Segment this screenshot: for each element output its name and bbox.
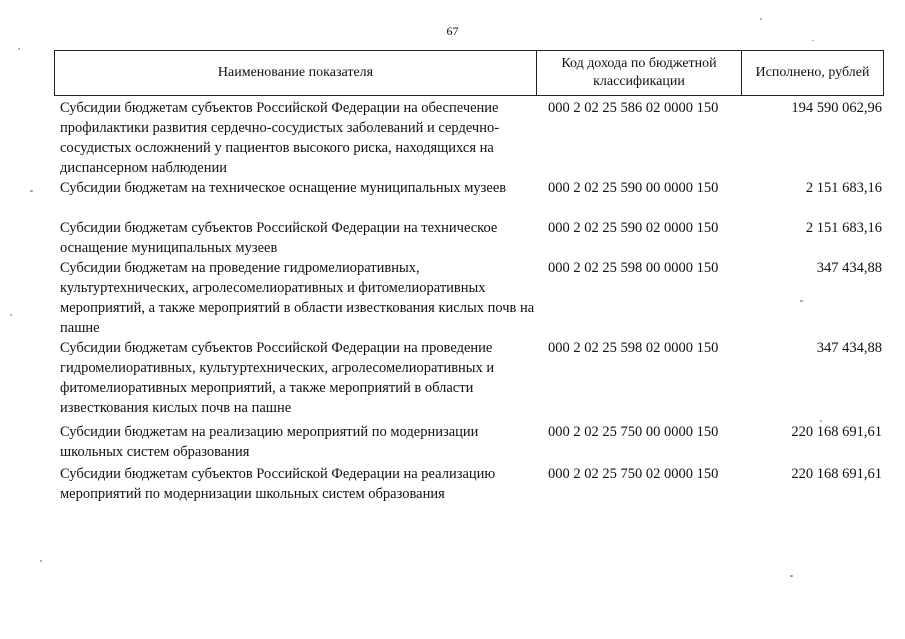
scan-noise — [760, 18, 762, 20]
row-income-code: 000 2 02 25 590 02 0000 150 — [548, 220, 719, 236]
scan-noise — [812, 40, 814, 41]
row-amount: 194 590 062,96 — [791, 100, 882, 116]
header-income-code: Код дохода по бюджетной классификации — [537, 51, 742, 95]
table-row — [60, 98, 886, 178]
row-indicator-name: Субсидии бюджетам на реализацию мероприятий по модернизации школьных систем образования — [60, 424, 479, 460]
scan-noise — [10, 314, 12, 316]
row-income-code: 000 2 02 25 598 00 0000 150 — [548, 260, 719, 276]
row-income-code: 000 2 02 25 598 02 0000 150 — [548, 340, 719, 356]
header-indicator-name: Наименование показателя — [55, 51, 537, 95]
row-income-code: 000 2 02 25 750 00 0000 150 — [548, 424, 719, 440]
row-amount: 2 151 683,16 — [805, 180, 882, 196]
row-indicator-name: Субсидии бюджетам субъектов Российской Федерации на проведение гидромелиоративных, культуртехнических, агролесомелиоративных и фитомелиоративных мероприятий, а также мероприятий в области известкования кислых почв на пашне — [60, 340, 495, 416]
scan-noise — [790, 575, 793, 577]
row-indicator-name: Субсидии бюджетам субъектов Российской Федерации на реализацию мероприятий по модернизации школьных систем образования — [60, 466, 496, 502]
row-amount: 2 151 683,16 — [805, 220, 882, 236]
table-row — [60, 422, 886, 464]
row-indicator-name: Субсидии бюджетам на проведение гидромелиоративных, культуртехнических, агролесомелиоративных и фитомелиоративных мероприятий, а также мероприятий в области известкования кислых почв на пашне — [60, 260, 535, 336]
scan-noise — [800, 300, 803, 302]
scan-noise — [30, 190, 33, 192]
row-amount: 220 168 691,61 — [791, 424, 882, 440]
header-executed-amount: Исполнено, рублей — [755, 65, 870, 80]
scan-noise — [40, 560, 42, 562]
table-row — [60, 258, 886, 338]
row-indicator-name: Субсидии бюджетам на техническое оснащение муниципальных музеев — [60, 180, 507, 196]
row-amount: 347 434,88 — [816, 340, 882, 356]
scan-noise — [820, 420, 822, 422]
row-amount: 220 168 691,61 — [791, 466, 882, 482]
row-indicator-name: Субсидии бюджетам субъектов Российской Федерации на обеспечение профилактики развития сердечно-сосудистых заболеваний и сердечно-сосудистых осложнений у пациентов высокого риска, находящихся на диспансерном наблюдении — [60, 100, 500, 176]
table-row — [60, 338, 886, 422]
row-income-code: 000 2 02 25 750 02 0000 150 — [548, 466, 719, 482]
row-income-code: 000 2 02 25 586 02 0000 150 — [548, 100, 719, 116]
table-row — [60, 218, 886, 258]
page-number: 67 — [446, 24, 459, 38]
row-amount: 347 434,88 — [816, 260, 882, 276]
row-income-code: 000 2 02 25 590 00 0000 150 — [548, 180, 719, 196]
table-header — [54, 50, 884, 96]
table-body — [60, 98, 886, 504]
table-row — [60, 464, 886, 504]
row-indicator-name: Субсидии бюджетам субъектов Российской Федерации на техническое оснащение муниципальных музеев — [60, 220, 498, 256]
table-row — [60, 178, 886, 218]
scan-noise — [18, 48, 20, 50]
